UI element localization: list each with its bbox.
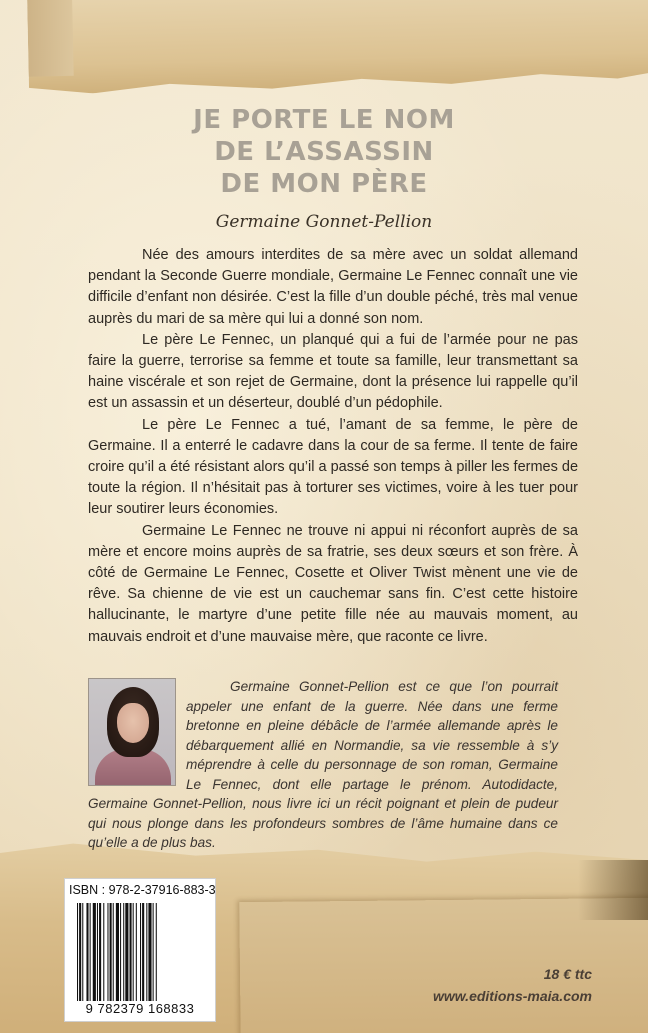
summary-paragraph: Le père Le Fennec, un planqué qui a fui de l’armée pour ne pas faire la guerre, terrorise sa femme et toute sa famille, leur transmettant sa haine viscérale et son rejet de Germaine, dont la présence lui rappelle qu’il est un assassin et un déserteur, doublé d’un pédophile.	[88, 331, 578, 412]
author-bio-text: Germaine Gonnet-Pellion est ce que l’on pourrait appeler une enfant de la guerre. Née dans une ferme bretonne en pleine débâcle de l’armée allemande après le débarquement allié en Normandie, sa vie ressemble à s’y méprendre à celle du personnage de son roman, Germaine Le Fennec, dont elle partage le prénom. Autodidacte, Germaine Gonnet-Pellion, nous livre ici un récit poignant et plein de pudeur qui nous plonge dans les profondeurs sombres de l’âme humaine dans ce qu’elle a de plus bas.	[88, 679, 558, 850]
title-line: JE PORTE LE NOM	[193, 105, 455, 135]
title-line: DE MON PÈRE	[220, 169, 428, 199]
barcode-icon	[77, 903, 207, 1001]
publisher-website[interactable]: www.editions-maia.com	[433, 988, 592, 1004]
book-summary	[88, 245, 578, 648]
title-line: DE L’ASSASSIN	[214, 137, 434, 167]
book-title	[0, 104, 648, 200]
summary-paragraph: Le père Le Fennec a tué, l’amant de sa femme, le père de Germaine. Il a enterré le cadavre dans la cour de sa ferme. Il tente de faire croire qu’il a été résistant alors qu’il a passé son temps à piller les fermes de toute la région. Il n’hésitait pas à torturer ses victimes, voire à les tuer pour leur soutirer leurs économies.	[88, 416, 579, 518]
summary-paragraph: Germaine Le Fennec ne trouve ni appui ni réconfort auprès de sa mère et encore moins auprès de sa fratrie, ses deux sœurs et son frère. À côté de Germaine Le Fennec, Cosette et Oliver Twist mènent une vie de rêve. Sa chienne de vie est un cauchemar sans fin. C’est cette histoire hallucinante, le martyre d’une petite fille née au mauvais moment, au mauvais endroit et d’une mauvaise mère, que raconte ce livre.	[88, 522, 578, 645]
barcode-digits: 9 782379 168833	[85, 1001, 195, 1016]
author-bio	[88, 677, 558, 853]
summary-paragraph: Née des amours interdites de sa mère avec un soldat allemand pendant la Seconde Guerre mondiale, Germaine Le Fennec connaît une vie difficile d’enfant non désirée. C’est la fille d’un double péché, très mal venue auprès du mari de sa mère qui lui a donné son nom.	[88, 247, 578, 327]
author-name: Germaine Gonnet-Pellion	[215, 212, 433, 232]
barcode-panel	[64, 878, 216, 1022]
isbn-label: ISBN : 978-2-37916-883-3	[69, 883, 216, 897]
torn-paper-top	[27, 0, 648, 95]
paper-shadow	[578, 860, 648, 920]
price: 18 € ttc	[543, 966, 592, 982]
